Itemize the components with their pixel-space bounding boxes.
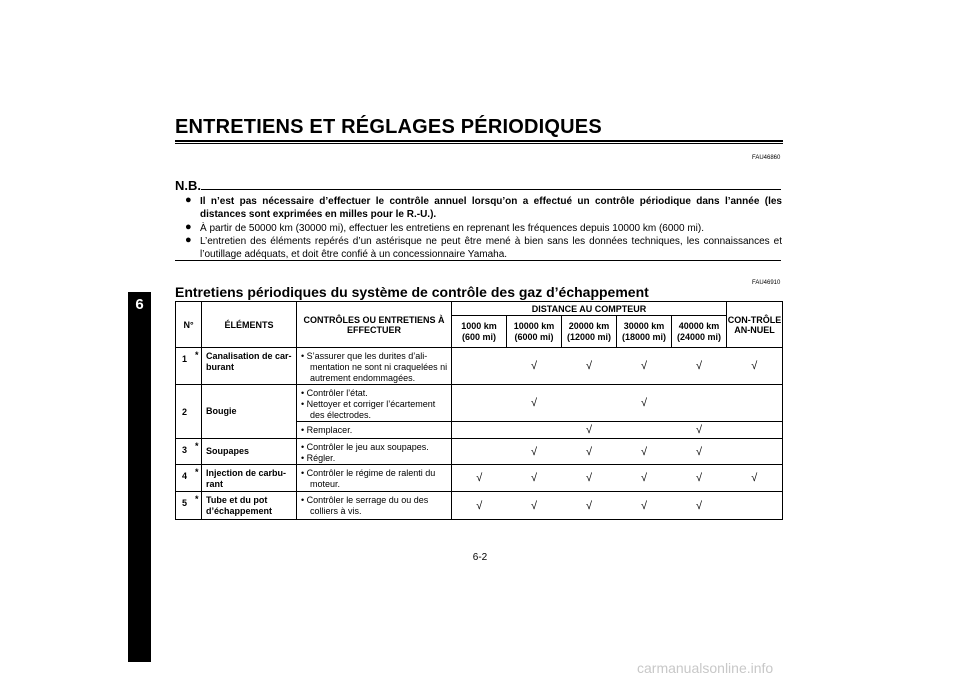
check-cell [562,385,617,422]
header-interval [452,316,507,348]
check-cell: √ [672,465,727,492]
control-item: • S’assurer que les durites d’ali-mentation ne sont ni craquelées ni autrement endommagées. [301,351,448,383]
header-interval [672,316,727,348]
check-cell: √ [452,465,507,492]
check-cell: √ [507,385,562,422]
check-cell: √ [507,348,562,385]
check-cell: √ [727,465,783,492]
header-elements: ÉLÉMENTS [202,302,297,348]
row-controls [297,465,452,492]
bullet-icon: ● [185,234,192,246]
control-item: • Nettoyer et corriger l’écartement des électrodes. [301,399,436,420]
interval-mi: (12000 mi) [567,331,612,342]
interval-mi: (600 mi) [462,331,497,342]
maintenance-table [175,301,783,520]
check-cell [727,385,783,422]
control-item: • Contrôler le serrage du ou des colliers à vis. [301,495,429,516]
header-number: N° [176,302,202,348]
check-cell [727,439,783,465]
reference-code: FAU46860 [752,155,781,161]
table-row [176,465,783,492]
note-item [185,222,782,235]
table-row [176,385,783,422]
check-cell: √ [562,465,617,492]
check-cell: √ [617,465,672,492]
check-cell: √ [562,492,617,520]
check-cell [672,385,727,422]
interval-km: 40000 km [678,320,720,331]
check-cell: √ [672,422,727,439]
row-element: Bougie [202,385,297,439]
check-cell: √ [507,492,562,520]
control-item: • Remplacer. [301,425,353,435]
check-cell: √ [617,385,672,422]
watermark: carmanualsonline.info [637,660,774,676]
check-cell: √ [562,348,617,385]
chapter-title: ENTRETIENS ET RÉGLAGES PÉRIODIQUES [175,116,602,138]
check-cell: √ [507,465,562,492]
table-row [176,439,783,465]
check-cell: √ [617,439,672,465]
header-interval [562,316,617,348]
header-interval [507,316,562,348]
interval-km: 20000 km [568,320,610,331]
row-element: Injection de carbu-rant [202,465,297,492]
header-annual: CON-TRÔLE AN-NUEL [727,302,783,348]
header-distance: DISTANCE AU COMPTEUR [452,302,727,316]
check-cell [617,422,672,439]
row-controls [297,422,452,439]
check-cell: √ [617,348,672,385]
reference-code: FAU46910 [752,280,781,286]
interval-mi: (24000 mi) [677,331,722,342]
row-element: Soupapes [202,439,297,465]
check-cell [727,492,783,520]
check-cell: √ [452,492,507,520]
check-cell [727,422,783,439]
page-number: 6-2 [472,552,488,563]
check-cell [452,348,507,385]
row-asterisk [193,385,202,439]
row-asterisk: * [193,439,202,465]
check-cell: √ [727,348,783,385]
check-cell: √ [672,348,727,385]
check-cell: √ [562,439,617,465]
row-element: Canalisation de car-burant [202,348,297,385]
check-cell [452,422,507,439]
interval-mi: (6000 mi) [514,331,554,342]
interval-km: 10000 km [513,320,555,331]
note-item-text: À partir de 50000 km (30000 mi), effectuer les entretiens en reprenant les fréquences depuis 10000 km (6000 mi). [200,223,704,234]
table-row [176,348,783,385]
interval-km: 30000 km [623,320,665,331]
check-cell [507,422,562,439]
note-item [185,195,782,221]
note-item [185,235,782,261]
control-item: • Régler. [301,453,336,463]
row-number: 4 [176,465,193,492]
row-asterisk: * [193,465,202,492]
row-controls [297,385,452,422]
check-cell [452,439,507,465]
title-rule [175,140,783,142]
row-element: Tube et du pot d’échappement [202,492,297,520]
header-controls: CONTRÔLES OU ENTRETIENS À EFFECTUER [297,302,452,348]
check-cell: √ [562,422,617,439]
row-number: 2 [176,385,193,439]
check-cell: √ [507,439,562,465]
title-rule-thin [175,143,783,144]
interval-km: 1000 km [461,320,497,331]
row-number: 1 [176,348,193,385]
row-controls [297,348,452,385]
row-controls [297,492,452,520]
section-title: Entretiens périodiques du système de contrôle des gaz d’échappement [175,284,649,300]
row-asterisk: * [193,348,202,385]
note-item-text: Il n’est pas nécessaire d’effectuer le contrôle annuel lorsqu’on a effectué un contrôle périodique dans l’année (les distances sont exprimées en milles pour le R.-U.). [200,196,782,220]
row-asterisk: * [193,492,202,520]
note-end-rule [175,260,781,261]
bullet-icon: ● [185,194,192,206]
control-item: • Contrôler le régime de ralenti du moteur. [301,468,436,489]
check-cell [452,385,507,422]
row-number: 5 [176,492,193,520]
note-rule [201,189,781,190]
check-cell: √ [672,492,727,520]
check-cell: √ [617,492,672,520]
note-item-text: L’entretien des éléments repérés d’un astérisque ne peut être mené à bien sans les données techniques, les connaissances et l’outillage adéquats, et doit être confié à un concessionnaire Yamaha. [200,236,782,260]
table-row [176,492,783,520]
control-item: • Contrôler l’état. [301,388,368,398]
control-item: • Contrôler le jeu aux soupapes. [301,442,429,452]
note-label: N.B. [175,178,201,193]
row-controls [297,439,452,465]
interval-mi: (18000 mi) [622,331,667,342]
row-number: 3 [176,439,193,465]
chapter-side-tab: 6 [128,292,151,662]
check-cell: √ [672,439,727,465]
header-interval [617,316,672,348]
bullet-icon: ● [185,221,192,233]
